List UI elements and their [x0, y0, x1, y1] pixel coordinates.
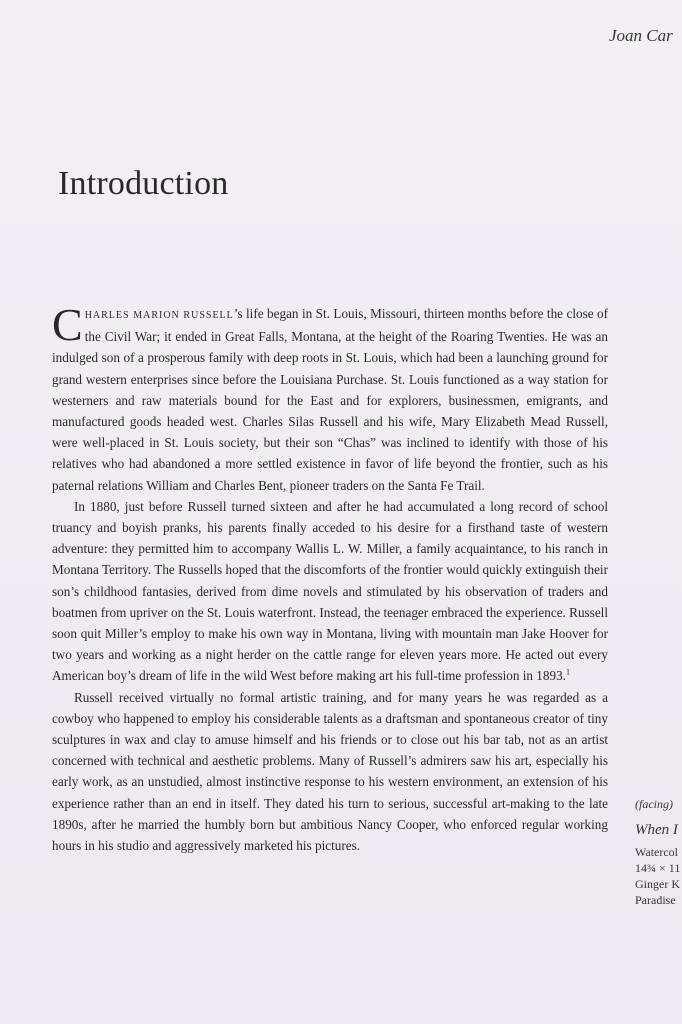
paragraph-3-text: Russell received virtually no formal artistic training, and for many years he was regarded as a cowboy who happened to employ his considerable talents as a draftsman and spontaneous creator of tiny sculptures in wax and clay to amuse himself and his friends or to close out his bar tab, not as an artist concerned with technical and aesthetic problems. Many of Russell’s admirers saw his art, especially his early work, as an unstudied, almost instinctive response to his western environment, an extension of his experience rather than an end in itself. They dated his turn to serious, successful art-making to the late 1890s, after he married the humbly born but ambitious Nancy Cooper, who enforced regular working hours in his studio and aggressively marketed his pictures.: [52, 689, 608, 854]
caption-title: When I: [635, 822, 678, 838]
paragraph-2: [52, 496, 608, 687]
paragraph-1: [52, 299, 609, 496]
paragraph-2-text: In 1880, just before Russell turned sixteen and after he had accumulated a long record of school truancy and boyish pranks, his parents finally acceded to his desire for a firsthand taste of western adventure: they permitted him to accompany Wallis L. W. Miller, a family acquaintance, to his ranch in Montana Territory. The Russells hoped that the discomforts of the frontier would quickly extinguish their son’s childhood fantasies, derived from dime novels and stimulated by his observation of traders and boatmen from upriver on the St. Louis waterfront. Instead, the teenager embraced the experience. Russell soon quit Miller’s employ to make his own way in Montana, living with mountain man Jake Hoover for two years and working as a night herder on the cattle range for eleven years more. He acted out every American boy’s dream of life in the wild West before making art his full-time profession in 1893.: [52, 498, 608, 684]
figure-caption: [635, 796, 682, 908]
footnote-marker[interactable]: 1: [565, 668, 570, 678]
chapter-title: Introduction: [58, 165, 229, 202]
caption-line: 14¾ × 11: [635, 861, 681, 875]
caption-facing: (facing): [635, 797, 673, 811]
caption-line: Ginger K: [635, 877, 680, 891]
caption-line: Paradise: [635, 893, 676, 907]
drop-cap: C: [52, 299, 83, 350]
running-head: Joan Car: [609, 26, 673, 45]
caption-line: Watercol: [635, 845, 679, 859]
small-caps-name: HARLES MARION RUSSELL: [84, 310, 234, 321]
paragraph-1-text: ’s life began in St. Louis, Missouri, thirteen months before the close of the Civil War; it ended in Great Falls, Montana, at the height of the Roaring Twenties. He was an indulged son of a prosperous family with deep roots in St. Louis, which had been a launching ground for grand western enterprises since before the Louisiana Purchase. St. Louis functioned as a way station for westerners and raw materials bound for the East and for explorers, businessmen, emigrants, and manufactured goods headed west. Charles Silas Russell and his wife, Mary Elizabeth Mead Russell, were well-placed in St. Louis society, but their son “Chas” was inclined to identify with those of his relatives who had abandoned a more settled existence in favor of life beyond the frontier, such as his paternal relations William and Charles Bent, pioneer traders on the Santa Fe Trail.: [52, 306, 609, 493]
paragraph-3: [52, 687, 608, 857]
body-text: [52, 299, 609, 856]
